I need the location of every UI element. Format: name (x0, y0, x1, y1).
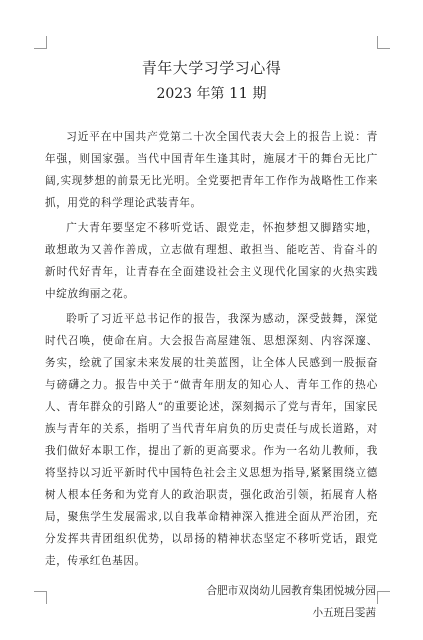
issue-year: 2023 (156, 86, 193, 102)
page-corner-mark-top-right (377, 36, 390, 49)
document-body (45, 126, 378, 572)
signature-block (45, 580, 378, 624)
issue-suffix: 期 (252, 86, 267, 102)
signature-organization: 合肥市双岗幼儿园教育集团悦城分园 (206, 585, 376, 597)
issue-mid-text: 年第 (196, 86, 225, 102)
paragraph-3: 聆听了习近平总书记作的报告，我深为感动，深受鼓舞，深觉时代召唤，使命在肩。大会报告高屋建瓴、思想深刻、内容深邃、务实，绘就了国家未来发展的壮美蓝图，让全体人民感到一股振奋与磅礴之力。报告中关于“做青年朋友的知心人、青年工作的热心人、青年群众的引路人”的重要论述，深刻揭示了党与青年，国家民族与青年的关系，指明了当代青年肩负的历史责任与成长道路，对我们做好本职工作，提出了新的更高要求。作为一名幼儿教师，我将坚持以习近平新时代中国特色社会主义思想为指导,紧紧围绕立德树人根本任务和为党育人的政治职责，强化政治引领，拓展育人格局，聚焦学生发展需求,以自我革命精神深入推进全面从严治团，充分发挥共青团组织优势，以昂扬的精神状态坚定不移听党话，跟党走，传承红色基因。 (45, 313, 378, 567)
issue-line (45, 83, 378, 104)
document-title: 青年大学习学习心得 (141, 59, 282, 77)
paragraph-2: 广大青年要坚定不移听党话、跟党走，怀抱梦想又脚踏实地，敢想敢为又善作善成，立志做有理想、敢担当、能吃苦、肯奋斗的新时代好青年，让青春在全面建设社会主义现代化国家的火热实践中绽放绚丽之花。 (45, 222, 378, 300)
document-page (45, 58, 378, 624)
paragraph-1: 习近平在中国共产党第二十次全国代表大会上的报告上说：青年强，则国家强。当代中国青年生逢其时，施展才干的舞台无比广阔,实现梦想的前景无比光明。全党要把青年工作作为战略性工作来抓，用党的科学理论武装青年。 (45, 131, 378, 209)
page-corner-mark-top-left (34, 36, 47, 49)
issue-number: 11 (229, 84, 249, 102)
signature-author: 小五班吕雯茜 (312, 607, 376, 619)
page-corner-mark-bottom-right (377, 591, 390, 604)
